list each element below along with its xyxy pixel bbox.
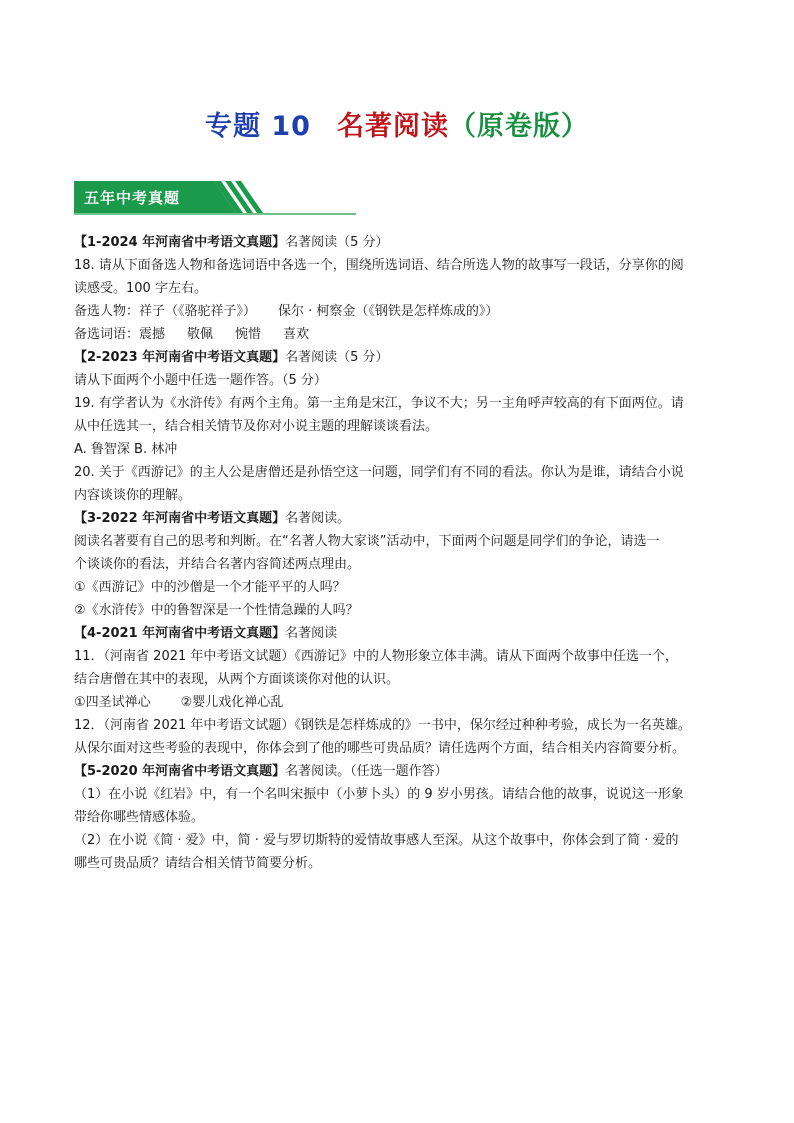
question-20-line: 内容谈谈你的理解。: [74, 488, 192, 503]
candidate-person: 备选人物：祥子（《骆驼祥子》）: [74, 304, 257, 319]
question-source-tag: 【4-2021 年河南省中考语文真题】: [74, 626, 286, 641]
question-source-tag: 【3-2022 年河南省中考语文真题】: [74, 511, 286, 526]
question-group-5-heading: [74, 760, 734, 783]
question-11-stories: [74, 691, 734, 714]
title-topic-number: 专题 10: [205, 111, 311, 142]
candidate-word: 喜欢: [283, 327, 310, 342]
question-18-line: 18. 请从下面备选人物和备选词语中各选一个，围绕所选词语、结合所选人物的故事写一段话，分享你的阅: [74, 258, 684, 273]
question-type: 名著阅读（5 分）: [285, 350, 389, 365]
question-type: 名著阅读。（任选一题作答）: [285, 764, 448, 779]
page-title: [0, 104, 794, 143]
question-3-line: 个谈谈你的看法，并结合名著内容简述两点理由。: [74, 557, 361, 572]
question-5-part-2-line: （2）在小说《简 · 爱》中，简 · 爱与罗切斯特的爱情故事感人至深。从这个故事中，你体会到了简 · 爱的: [74, 833, 679, 848]
question-3-item: ①《西游记》中的沙僧是一个才能平平的人吗？: [74, 580, 346, 595]
question-group-3-heading: [74, 507, 734, 530]
question-18-line: 读感受。100 字左右。: [74, 281, 207, 296]
title-edition: （原卷版）: [448, 111, 589, 142]
question-11-line: 11．（河南省 2021 年中考语文试题）《西游记》中的人物形象立体丰满。请从下面两个故事中任选一个，: [74, 649, 678, 664]
question-12-line: 从保尔面对这些考验的表现中，你体会到了他的哪些可贵品质？请任选两个方面，结合相关内容简要分析。: [74, 741, 686, 756]
question-5-part-1-line: 带给你哪些情感体验。: [74, 810, 205, 825]
question-11-line: 结合唐僧在其中的表现，从两个方面谈谈你对他的认识。: [74, 672, 400, 687]
question-20-line: 20. 关于《西游记》的主人公是唐僧还是孙悟空这一问题，同学们有不同的看法。你认为是谁，请结合小说: [74, 465, 684, 480]
question-19-line: 从中任选其一，结合相关情节及你对小说主题的理解谈谈看法。: [74, 419, 439, 434]
candidate-word: 惋惜: [235, 327, 262, 342]
question-5-part-2-line: 哪些可贵品质？请结合相关情节简要分析。: [74, 856, 322, 871]
section-label: 五年中考真题: [84, 189, 181, 207]
question-19-options: A. 鲁智深 B. 林冲: [74, 442, 178, 457]
question-source-tag: 【2-2023 年河南省中考语文真题】: [74, 350, 286, 365]
story-option: ②婴儿戏化禅心乱: [180, 695, 284, 710]
candidate-word: 敬佩: [187, 327, 214, 342]
question-instruction: 请从下面两个小题中任选一题作答。（5 分）: [74, 373, 327, 388]
story-option: ①四圣试禅心: [74, 695, 151, 710]
question-3-line: 阅读名著要有自己的思考和判断。在“名著人物大家谈”活动中，下面两个问题是同学们的争论，请选一: [74, 534, 660, 549]
title-topic-name: 名著阅读: [336, 111, 449, 142]
question-source-tag: 【5-2020 年河南省中考语文真题】: [74, 764, 286, 779]
candidate-words-label: 备选词语：: [74, 327, 140, 342]
candidate-word: 震撼: [139, 327, 166, 342]
question-group-1-heading: [74, 231, 734, 254]
question-19-line: 19. 有学者认为《水浒传》有两个主角。第一主角是宋江，争议不大；另一主角呼声较高的有下面两位。请: [74, 396, 684, 411]
question-group-2-heading: [74, 346, 734, 369]
question-list: [74, 231, 734, 875]
candidate-person: 保尔 · 柯察金（《钢铁是怎样炼成的》）: [278, 304, 499, 319]
question-type: 名著阅读: [285, 626, 338, 641]
question-type: 名著阅读。: [285, 511, 351, 526]
question-5-part-1-line: （1）在小说《红岩》中，有一个名叫宋振中（小萝卜头）的 9 岁小男孩。请结合他的故事，说说这一形象: [74, 787, 684, 802]
section-header: [74, 181, 356, 215]
question-source-tag: 【1-2024 年河南省中考语文真题】: [74, 235, 286, 250]
candidate-people: [74, 300, 734, 323]
candidate-words: [74, 323, 734, 346]
question-12-line: 12．（河南省 2021 年中考语文试题）《钢铁是怎样炼成的》一书中，保尔经过种种考验，成长为一名英雄。: [74, 718, 691, 733]
question-3-item: ②《水浒传》中的鲁智深是一个性情急躁的人吗？: [74, 603, 359, 618]
question-group-4-heading: [74, 622, 734, 645]
question-type: 名著阅读（5 分）: [285, 235, 389, 250]
